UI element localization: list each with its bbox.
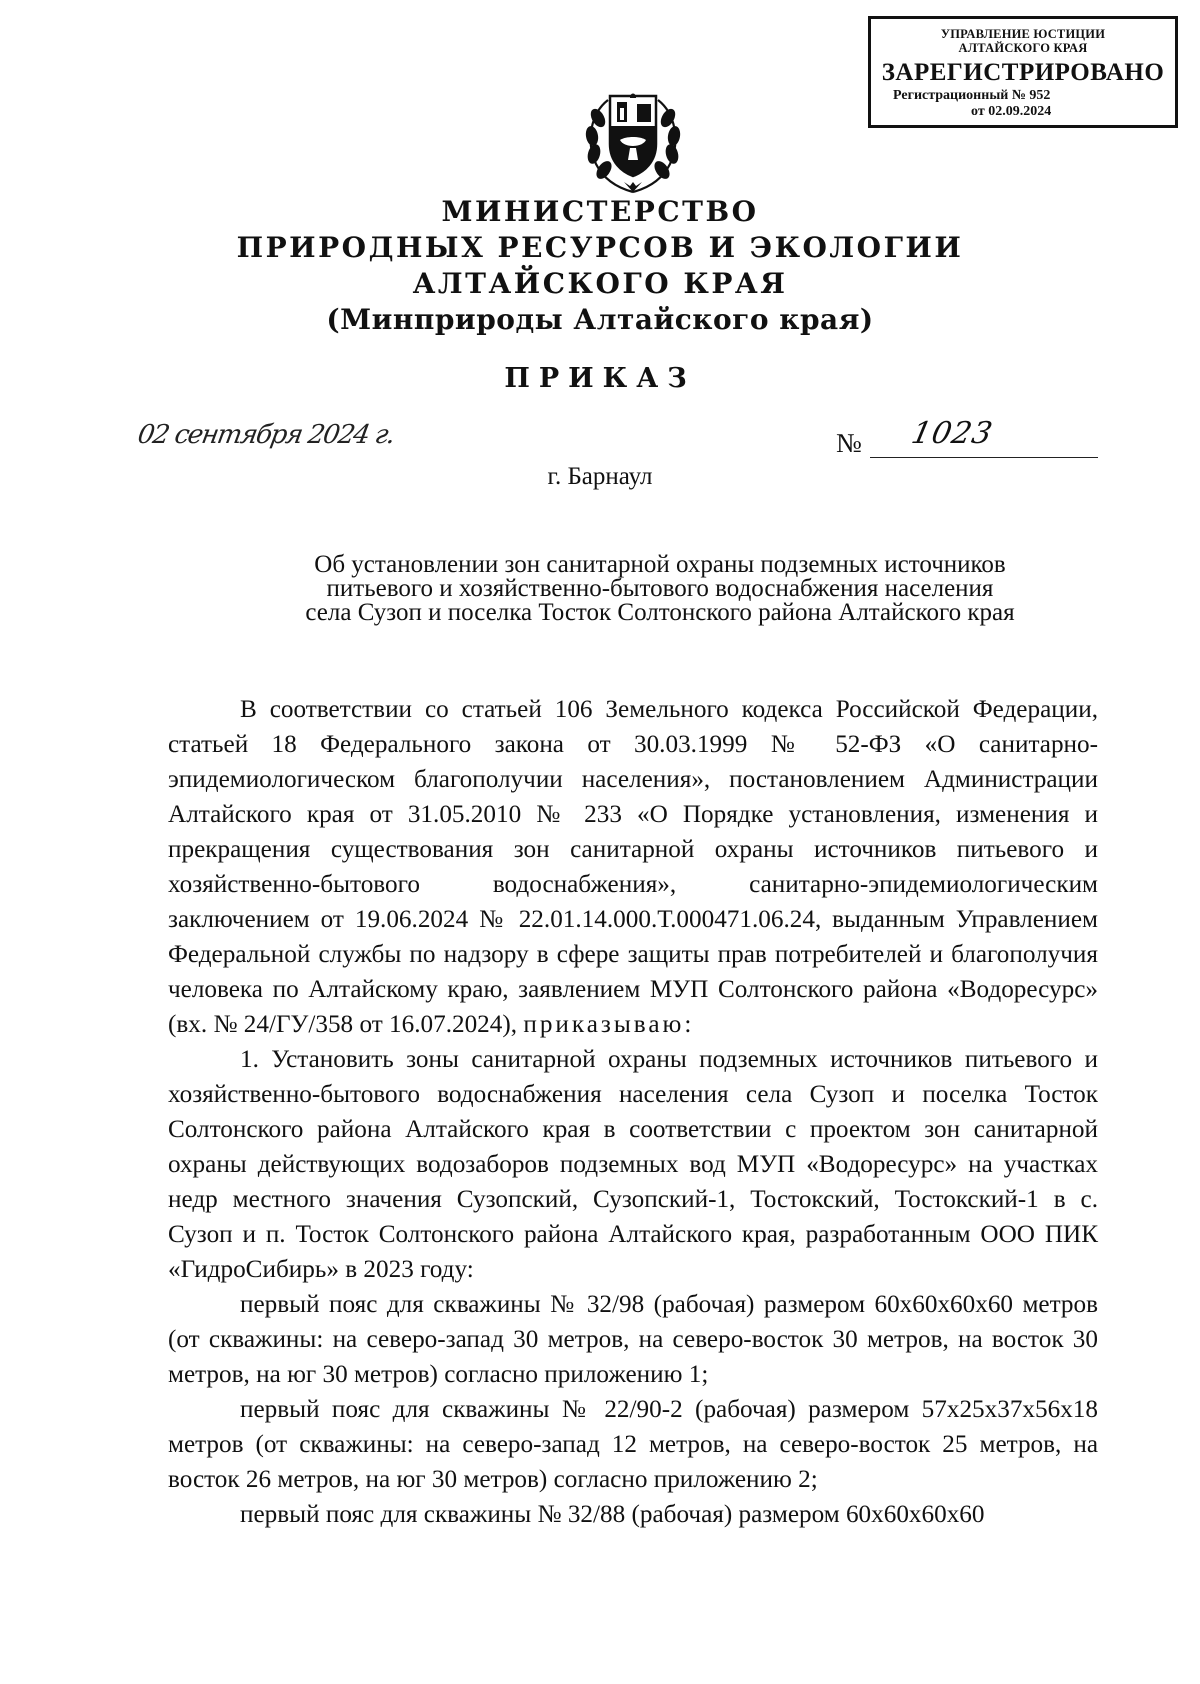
registration-stamp bbox=[868, 16, 1178, 128]
order-verb: приказываю: bbox=[523, 1011, 695, 1038]
preamble-text: В соответствии со статьей 106 Земельного кодекса Российской Федерации, статьей 18 Федерального закона от 30.03.1999 № 52-ФЗ «О санитарно-эпидемиологическом благополучии населения», постановлением Администрации Алтайского края от 31.05.2010 № 233 «О Порядке установления, изменения и прекращения существования зон санитарной охраны источников питьевого и хозяйственно-бытового водоснабжения», санитарно-эпидемиологическим заключением от 19.06.2024 № 22.01.14.000.Т.000471.06.24, выданным Управлением Федеральной службы по надзору в сфере защиты прав потребителей и благополучия человека по Алтайскому краю, заявлением МУП Солтонского района «Водоресурс» (вх. № 24/ГУ/358 от 16.07.2024), bbox=[168, 696, 1098, 1038]
body-paragraph-belt-3: первый пояс для скважины № 32/88 (рабочая) размером 60х60х60х60 bbox=[240, 1501, 985, 1528]
ministry-line3: АЛТАЙСКОГО КРАЯ bbox=[412, 267, 788, 300]
stamp-reg-number: Регистрационный № 952 bbox=[893, 88, 1051, 103]
subject-line3: села Сузоп и поселка Тосток Солтонского района Алтайского края bbox=[305, 599, 1015, 626]
order-date-handwritten: 02 сентября 2024 г. bbox=[135, 420, 397, 450]
ministry-header bbox=[0, 194, 1200, 338]
body-paragraph-belt-1: первый пояс для скважины № 32/98 (рабочая) размером 60х60х60х60 метров (от скважины: на северо-запад 30 метров, на северо-восток 30 метров, на восток 30 метров, на юг 30 метров) согласно приложению 1; bbox=[168, 1291, 1098, 1388]
stamp-org-line2: АЛТАЙСКОГО КРАЯ bbox=[958, 41, 1088, 55]
order-title: ПРИКАЗ bbox=[504, 363, 696, 394]
coat-of-arms-icon bbox=[580, 78, 686, 196]
ministry-short-name: (Минприроды Алтайского края) bbox=[326, 303, 874, 336]
order-number-label: № bbox=[836, 428, 862, 458]
subject-line1: Об установлении зон санитарной охраны подземных источников bbox=[314, 551, 1006, 578]
stamp-reg-date: от 02.09.2024 bbox=[971, 104, 1052, 119]
ministry-line1: МИНИСТЕРСТВО bbox=[441, 195, 759, 228]
order-city: г. Барнаул bbox=[547, 463, 653, 490]
body-paragraph-preamble bbox=[168, 692, 1098, 1042]
body-paragraph-belt-2: первый пояс для скважины № 22/90-2 (рабочая) размером 57х25х37х56х18 метров (от скважины: на северо-запад 12 метров, на северо-восток 25 метров, на восток 26 метров, на юг 30 метров) согласно приложению 2; bbox=[168, 1396, 1098, 1493]
order-number-underline bbox=[870, 457, 1098, 458]
body-paragraph-1: 1. Установить зоны санитарной охраны подземных источников питьевого и хозяйственно-бытового водоснабжения населения села Сузоп и поселка Тосток Солтонского района Алтайского края в соответствии с проектом зон санитарной охраны действующих водозаборов подземных вод МУП «Водоресурс» на участках недр местного значения Сузопский, Сузопский-1, Тостокский, Тостокский-1 в с. Сузоп и п. Тосток Солтонского района Алтайского края, разработанным ООО ПИК «ГидроСибирь» в 2023 году: bbox=[168, 1046, 1098, 1283]
stamp-org-line1: УПРАВЛЕНИЕ ЮСТИЦИИ bbox=[940, 27, 1106, 41]
order-body bbox=[168, 692, 1098, 1532]
stamp-status: ЗАРЕГИСТРИРОВАНО bbox=[881, 59, 1165, 86]
subject-line2: питьевого и хозяйственно-бытового водоснабжения населения bbox=[326, 575, 994, 602]
order-subject bbox=[220, 553, 1100, 625]
ministry-line2: ПРИРОДНЫХ РЕСУРСОВ И ЭКОЛОГИИ bbox=[236, 231, 964, 264]
order-number-value: 1023 bbox=[908, 416, 997, 451]
